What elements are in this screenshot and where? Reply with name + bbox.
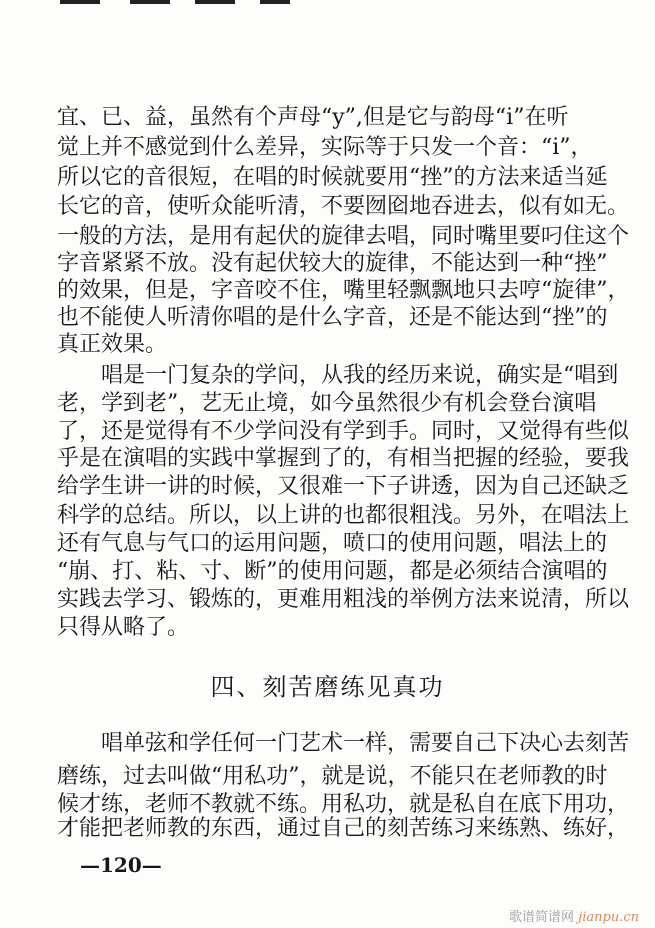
text-line: 的效果，但是，字音咬不住，嘴里轻飘飘地只去哼“旋律”， [57, 278, 630, 303]
text-line: 科学的总结。所以，以上讲的也都很粗浅。另外，在唱法上 [57, 503, 630, 528]
text-line: 唱单弦和学任何一门艺术一样，需要自己下决心去刻苦 [57, 731, 630, 756]
page-number: —120— [80, 853, 162, 877]
watermark-site: jianpu.cn [578, 910, 639, 925]
text-line: 所以它的音很短，在唱的时候就要用“挫”的方法来适当延 [57, 165, 608, 190]
watermark-cn: 歌谱简谱网 [509, 910, 575, 925]
text-line: 磨练，过去叫做“用私功”，就是说，不能只在老师教的时 [57, 764, 608, 789]
text-line: 长它的音，使听众能听清，不要囫囵地吞进去，似有如无。 [57, 194, 630, 219]
scan-mark [260, 0, 290, 4]
text-line: 宜、已、益，虽然有个声母“y”,但是它与韵母“i”在听 [57, 105, 569, 130]
section-heading: 四、刻苦磨练见真功 [210, 673, 445, 701]
text-line: 才能把老师教的东西，通过自己的刻苦练习来练熟、练好， [57, 816, 630, 841]
text-line: 一般的方法，是用有起伏的旋律去唱，同时嘴里要叼住这个 [57, 224, 630, 249]
text-line: 候才练，老师不教就不练。用私功，就是私自在底下用功， [57, 792, 630, 817]
text-line: 也不能使人听清你唱的是什么字音，还是不能达到“挫”的 [57, 305, 608, 330]
text-line: 真正效果。 [57, 332, 168, 357]
text-line: 实践去学习、锻炼的，更难用粗浅的举例方法来说清，所以 [57, 587, 630, 612]
text-line: 了，还是觉得有不少学问没有学到手。同时，又觉得有些似 [57, 419, 630, 444]
text-line: 给学生讲一讲的时候，又很难一下子讲透，因为自己还缺乏 [57, 474, 630, 499]
scan-mark [195, 0, 235, 4]
text-line: 还有气息与气口的运用问题，喷口的使用问题，唱法上的 [57, 531, 608, 556]
text-line: 乎是在演唱的实践中掌握到了的，有相当把握的经验，要我 [57, 446, 630, 471]
watermark [509, 906, 639, 925]
text-line: 唱是一门复杂的学问，从我的经历来说，确实是“唱到 [57, 363, 619, 388]
scan-mark [60, 0, 100, 4]
text-line: “崩、打、粘、寸、断”的使用问题，都是必须结合演唱的 [57, 559, 608, 584]
text-line: 字音紧紧不放。没有起伏较大的旋律，不能达到一种“挫” [57, 251, 608, 276]
scan-mark [130, 0, 170, 4]
text-line: 老，学到老”，艺无止境，如今虽然很少有机会登台演唱 [57, 391, 597, 416]
text-line: 觉上并不感觉到什么差异，实际等于只发一个音：“i”， [57, 135, 593, 160]
text-line: 只得从略了。 [57, 615, 190, 640]
